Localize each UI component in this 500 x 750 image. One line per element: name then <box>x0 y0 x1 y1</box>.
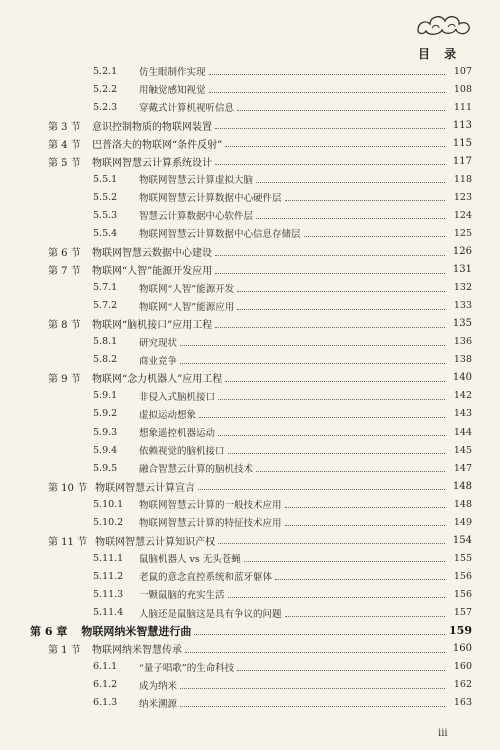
toc-entry-title: 物联网智慧云数据中心建设 <box>92 248 212 259</box>
toc-entry <box>0 243 500 261</box>
dot-leader <box>215 272 445 274</box>
toc-entry-title: 研究现状 <box>139 337 178 349</box>
dot-leader <box>215 127 445 129</box>
toc-entry <box>0 224 500 242</box>
toc-entry-page: 107 <box>453 65 472 77</box>
toc-entry <box>0 495 500 513</box>
toc-entry <box>0 170 500 188</box>
toc-entry <box>0 62 500 80</box>
toc-entry-title: 物联网智慧云计算宣言 <box>95 482 196 494</box>
toc-entry <box>0 279 500 297</box>
toc-entry-number: 5.2.2 <box>93 83 118 95</box>
toc-entry <box>0 658 500 676</box>
toc-entry-number: 第 4 节 <box>48 139 81 151</box>
dot-leader <box>285 506 445 508</box>
toc-entry-page: 160 <box>452 643 472 655</box>
toc-entry-number: 5.8.1 <box>93 336 118 348</box>
toc-entry-number: 第 6 节 <box>48 248 81 259</box>
toc-entry-page: 123 <box>453 191 472 203</box>
dot-leader <box>218 398 445 400</box>
cloud-ornament-icon <box>414 8 474 38</box>
toc-entry-page: 162 <box>453 679 472 691</box>
toc-entry <box>0 369 500 387</box>
toc-entry <box>0 333 500 351</box>
dot-leader <box>225 145 445 147</box>
toc-entry-page: 131 <box>452 264 472 276</box>
toc-entry-page: 156 <box>453 570 472 582</box>
toc-entry-number: 5.9.3 <box>93 426 118 438</box>
toc-entry-page: 133 <box>453 300 472 312</box>
toc-entry-number: 5.9.5 <box>93 462 118 474</box>
toc-entry <box>0 694 500 712</box>
toc-entry <box>0 585 500 603</box>
toc-entry-page: 145 <box>453 444 472 456</box>
toc-entry <box>0 297 500 315</box>
toc-entry-number: 6.1.1 <box>93 661 118 673</box>
toc-entry-number: 5.11.1 <box>93 552 124 564</box>
dot-leader <box>256 470 445 472</box>
toc-entry-title: 物联网智慧云计算数据中心硬件层 <box>139 193 282 205</box>
toc-entry <box>0 549 500 567</box>
toc-entry-page: 148 <box>452 480 472 492</box>
dot-leader <box>218 434 445 436</box>
toc-entry-number: 6.1.3 <box>93 697 118 709</box>
toc-entry-title: 穿戴式计算机视听信息 <box>139 103 235 115</box>
toc-entry-title: 物联网纳米智慧传承 <box>92 645 182 657</box>
toc-entry-page: 125 <box>453 227 472 239</box>
toc-entry-page: 115 <box>452 137 472 149</box>
toc-entry-number: 5.5.2 <box>93 191 118 203</box>
toc-entry-number: 5.8.2 <box>93 354 118 366</box>
toc-entry-number: 第 7 节 <box>48 266 81 278</box>
dot-leader <box>185 651 445 653</box>
toc-entry-page: 159 <box>449 624 472 638</box>
toc-entry-page: 117 <box>452 155 472 167</box>
toc-entry <box>0 441 500 459</box>
toc-entry-number: 5.2.3 <box>93 101 118 113</box>
toc-entry-page: 155 <box>453 552 472 564</box>
toc-entry <box>0 676 500 694</box>
toc-entry <box>0 640 500 658</box>
toc-entry-title: 依赖视觉的脑机接口 <box>139 446 225 458</box>
toc-entry-number: 第 9 节 <box>48 374 81 386</box>
toc-entry-title: 人脑还是鼠脑这是具有争议的问题 <box>139 608 282 620</box>
toc-entry-page: 143 <box>453 408 472 420</box>
dot-leader <box>237 290 445 292</box>
page-number: iii <box>438 728 448 739</box>
toc-entry-page: 136 <box>453 336 472 348</box>
toc-entry-number: 5.9.1 <box>93 390 118 402</box>
toc-entry-title: 物联网“人智”能源应用 <box>139 301 235 313</box>
toc-entry <box>0 531 500 549</box>
toc-entry-page: 163 <box>453 697 472 709</box>
dot-leader <box>215 163 445 165</box>
toc-entry-number: 第 6 章 <box>30 624 68 638</box>
page-header <box>0 0 500 68</box>
toc-entry <box>0 152 500 170</box>
toc-entry-title: 物联网“念力机器人”应用工程 <box>92 374 223 386</box>
toc-entry-number: 第 10 节 <box>48 482 88 494</box>
toc-entry <box>0 98 500 116</box>
toc-entry-number: 5.9.4 <box>93 444 118 456</box>
toc-entry-page: 111 <box>453 101 472 113</box>
dot-leader <box>285 615 445 617</box>
dot-leader <box>285 524 445 526</box>
toc-entry-number: 第 8 节 <box>48 320 81 332</box>
toc-entry-page: 148 <box>453 498 472 510</box>
toc-entry-title: 物联网智慧云计算的特征技术应用 <box>139 518 282 530</box>
toc-entry-page: 138 <box>453 354 472 366</box>
dot-leader <box>215 326 445 328</box>
toc-entry <box>0 423 500 441</box>
toc-entry <box>0 387 500 405</box>
toc-entry-title: 意识控制物质的物联网装置 <box>92 121 212 133</box>
toc-entry-title: 想象遥控机器运动 <box>139 428 216 439</box>
dot-leader <box>198 488 445 490</box>
toc-entry-page: 132 <box>453 282 472 294</box>
toc-entry-number: 第 11 节 <box>48 536 88 548</box>
toc-entry-title: 纳米溯源 <box>139 698 178 710</box>
toc-entry-title: 虚拟运动想象 <box>139 409 197 421</box>
toc-entry-page: 118 <box>453 173 472 185</box>
toc-entry <box>0 477 500 495</box>
toc-entry <box>0 315 500 333</box>
toc-entry-page: 160 <box>453 661 472 673</box>
toc-entry-page: 113 <box>452 119 472 131</box>
page-title: 目 录 <box>418 47 462 61</box>
toc-entry <box>0 134 500 152</box>
dot-leader <box>180 344 445 346</box>
dot-leader <box>209 73 445 75</box>
toc-entry-title: 老鼠的意念直控系统和蓝牙躯体 <box>139 572 273 584</box>
toc-entry-title: 非侵入式脑机接口 <box>139 391 216 403</box>
toc-entry-number: 6.1.2 <box>93 679 118 691</box>
toc-entry <box>0 567 500 585</box>
dot-leader <box>215 254 445 256</box>
dot-leader <box>194 633 445 635</box>
dot-leader <box>237 109 445 111</box>
toc-entry <box>0 188 500 206</box>
toc-entry <box>0 459 500 477</box>
dot-leader <box>237 308 445 310</box>
toc-entry-page: 108 <box>453 83 472 95</box>
toc-entry-number: 5.10.2 <box>93 516 124 528</box>
dot-leader <box>180 705 445 707</box>
toc-entry-page: 156 <box>453 588 472 600</box>
toc-entry-page: 144 <box>453 426 472 438</box>
toc-entry-number: 5.7.2 <box>93 300 118 312</box>
toc-entry-title: 物联网智慧云计算知识产权 <box>95 536 216 548</box>
dot-leader <box>237 669 445 671</box>
toc-entry-title: “量子唱歌”的生命科技 <box>139 662 235 674</box>
toc-entry <box>0 622 500 640</box>
toc-entry-title: 鼠脑机器人 vs 无头苍蝇 <box>139 554 241 566</box>
toc-entry-number: 5.5.4 <box>93 227 118 239</box>
toc-entry-number: 第 5 节 <box>48 157 81 169</box>
dot-leader <box>228 452 445 454</box>
toc-entry-page: 157 <box>453 607 472 618</box>
toc-entry-number: 5.11.3 <box>93 588 124 600</box>
toc-entry-page: 126 <box>452 246 472 257</box>
dot-leader <box>304 235 445 237</box>
toc-entry-page: 154 <box>452 534 472 546</box>
dot-leader <box>285 199 445 201</box>
toc-entry-number: 5.10.1 <box>93 498 124 510</box>
toc-entry-title: 物联网智慧云计算虚拟大脑 <box>139 175 254 187</box>
toc-entry-number: 5.7.1 <box>93 282 118 294</box>
toc-entry-number: 第 1 节 <box>48 645 81 657</box>
toc-entry <box>0 604 500 622</box>
dot-leader <box>244 560 445 562</box>
dot-leader <box>180 362 445 364</box>
toc-entry <box>0 80 500 98</box>
toc-entry-title: 物联网智慧云计算的一般技术应用 <box>139 500 282 512</box>
toc-entry-title: 物联网智慧云计算数据中心信息存储层 <box>139 229 301 241</box>
toc-entry-title: 商业竞争 <box>139 355 178 367</box>
toc-entry-number: 5.5.3 <box>93 209 118 221</box>
toc-entry-title: 仿生眼制作实现 <box>139 67 206 78</box>
toc-entry-page: 147 <box>453 462 472 474</box>
toc-entry-number: 5.9.2 <box>93 408 118 420</box>
toc-entry-title: 物联网纳米智慧进行曲 <box>81 624 192 638</box>
dot-leader <box>180 687 445 689</box>
dot-leader <box>209 91 445 93</box>
toc-entry-page: 142 <box>453 390 472 402</box>
toc-entry-number: 5.5.1 <box>93 173 118 185</box>
toc-entry <box>0 513 500 531</box>
dot-leader <box>228 596 445 598</box>
dot-leader <box>225 380 445 382</box>
toc-entry <box>0 116 500 134</box>
dot-leader <box>199 416 445 418</box>
toc-entry-title: 融合智慧云计算的脑机技术 <box>139 464 254 476</box>
dot-leader <box>256 181 445 183</box>
toc-entry-title: 物联网“脑机接口”应用工程 <box>92 320 213 332</box>
toc-entry <box>0 351 500 369</box>
toc-entry-page: 149 <box>453 516 472 528</box>
toc-entry-page: 135 <box>452 318 472 330</box>
toc-entry-number: 第 3 节 <box>48 121 81 133</box>
toc-entry <box>0 206 500 224</box>
dot-leader <box>256 217 445 219</box>
toc-entry-number: 5.2.1 <box>93 65 118 77</box>
toc-entry <box>0 261 500 279</box>
toc-entry-title: 成为纳米 <box>139 680 178 692</box>
toc-entry-number: 5.11.2 <box>93 570 124 582</box>
toc-entry-title: 物联网“人智”能源开发 <box>139 283 235 295</box>
toc-entry-title: 物联网“人智”能源开发应用 <box>92 266 213 278</box>
toc-entry-number: 5.11.4 <box>93 607 124 618</box>
toc-entry-title: 物联网智慧云计算系统设计 <box>92 157 212 169</box>
toc-entry-page: 140 <box>452 372 472 384</box>
dot-leader <box>275 578 445 580</box>
toc-entry-title: 巴普洛夫的物联网“条件反射” <box>92 139 223 151</box>
dot-leader <box>218 542 445 544</box>
toc-entry-page: 124 <box>453 209 472 221</box>
toc-entry-title: 用触觉感知视觉 <box>139 85 206 97</box>
toc-entry-title: 智慧云计算数据中心软件层 <box>139 211 254 223</box>
toc-entry <box>0 405 500 423</box>
toc-entry-title: 一颗鼠脑的充实生活 <box>139 590 225 602</box>
